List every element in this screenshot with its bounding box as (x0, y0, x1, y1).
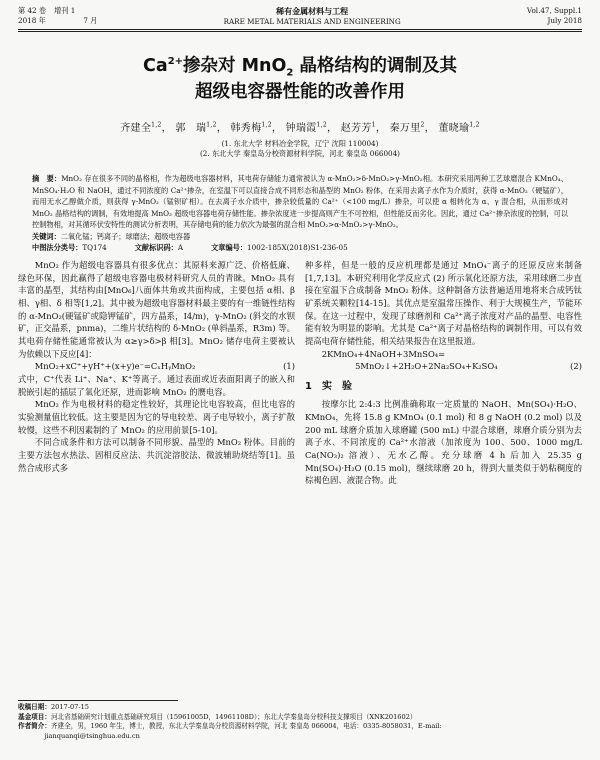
body-column-left (18, 259, 295, 487)
date-en: July 2018 (547, 15, 582, 25)
classification-line (32, 243, 568, 253)
body-columns (18, 259, 582, 487)
month-label: 7 月 (83, 15, 98, 25)
footnote-rule (18, 700, 178, 701)
equation-2-formula: 5MnO₂↓+2H₂O+2Na₂SO₄+K₂SO₄ (355, 361, 498, 372)
author: 钟瑞霞$^{1,2}$ (285, 121, 327, 134)
funding: 基金项目：河北省基础研究计划重点基础研究项目（15961005D，14961108D）；东北大学秦皇岛分校科技支撑项目（XNK201602） (18, 712, 417, 721)
volume-en: Vol.47, Suppl.1 (526, 6, 582, 15)
author: 董晓瑜$^{1,2}$ (438, 121, 480, 134)
header-rule-thin (18, 31, 582, 32)
paragraph: MnO₂ 作为超级电容器具有很多优点：其原料来源广泛、价格低廉、绿色环保，因此赢得了超级电容器电极材料研究人员的青睐。MnO₂ 具有丰富的晶型，其结构由[MnO₆]八面体共角或共面构成，主要包括 α相、β相、γ相、δ 相等[1,2]。其中被为超级电容器材料最主要的有一维链性结构的 α-MnO₂(硬锰矿或隐钾锰矿，四方晶系，I4/m)，γ-MnO₂ (斜交的水钡矿，正交晶系，pnma)，二维片状结构的 δ-MnO₂ (单斜晶系，R3m) 等。其电荷存储性能通常被认为 α≥γ>δ>β 相[3]。MnO₂ 储存电荷主要被认为依赖以下反应[4]： (18, 259, 295, 359)
equation-2-line-2 (305, 360, 582, 373)
journal-title-cn: 稀有金属材料与工程 (276, 6, 349, 16)
journal-title-en: RARE METAL MATERIALS AND ENGINEERING (223, 16, 401, 26)
section-heading-experiment: 1 实 验 (305, 381, 352, 393)
equation-2-line-1: 2KMnO₄+4NaOH+3MnSO₄= (321, 348, 446, 359)
author: 郭 瑞$^{1,2}$ (175, 121, 217, 134)
author-email: jianquanqi@tsinghua.edu.cn (44, 731, 140, 740)
affiliation-2: (2. 东北大学 秦皇岛分校资源材料学院，河北 秦皇岛 066004) (200, 148, 400, 158)
header-right (527, 6, 582, 25)
author: 赵芳芳$^1$ (340, 121, 376, 134)
paper-title (18, 54, 582, 105)
paragraph: 种多样，但是一般的反应机理都是通过 MnO₄⁻离子的还原反应来制备[1,7,13]。本研究利用化学反应式 (2) 所示氧化还原方法，采用球磨二步直接在室温下合成制备 MnO₂ 粉体。这种制备方法普遍适用地将来合成钙钛矿系统关颗粒[14-15]。其优点是室温常压操作、利于大规模生产，节能环保。在这一过程中，发现了球磨剂和 Ca²⁺离子浓度对产品的晶型、电容性能有较为明显的影响。尤其是 Ca²⁺离子对晶格结构的调制作用，可以有效提高电荷存储性能，相关结果报告在这里报道。 (305, 259, 582, 346)
paragraph: 不同合成条件和方法可以制备不同形貌、晶型的 MnO₂ 粉体。目前的主要方法包水热法、固相反应法、共沉淀溶胶法、微波辅助烧结等[1]。虽然合成形式多 (18, 437, 295, 473)
keywords (32, 232, 568, 242)
equation-1-formula: MnO₂+xC⁺+yH⁺+(x+y)e⁻=CₓHᵧMnO₂ (34, 361, 196, 372)
equation-1 (18, 360, 295, 373)
author-bio: 作者简介：齐建全，男，1960 年生，博士，教授，东北大学秦皇岛分校资源材料学院，河北 秦皇岛 066004，电话：0335-8058031，E-mail: (18, 722, 442, 731)
keywords-label: 关键词： (32, 231, 61, 241)
clc-number: 中图法分类号：TQ174 (32, 242, 107, 252)
running-header (18, 6, 582, 27)
affiliation-1: (1. 东北大学 材料冶金学院，辽宁 沈阳 110004) (221, 138, 379, 148)
year-label: 2018 年 (18, 15, 46, 25)
abstract-label: 摘 要： (32, 174, 62, 184)
received-date: 收稿日期：2017-07-15 (18, 703, 89, 711)
affiliations (18, 139, 582, 160)
header-left (18, 6, 97, 25)
issue-label: 增刊 1 (54, 6, 76, 15)
abstract-text: MnO₂ 存在很多不同的晶格相，作为超级电容器材料，其电荷存储能力通常被认为 α-MnO₂>δ-MnO₂>γ-MnO₂相。本研究采用两种工艺球磨混合 KMnO₄、MnSO₄·H₂O 和 NaOH，通过不同浓度的 Ca²⁺掺杂，在室温下可以直接合成不同形态和晶型的 MnO₂ 粉体，在采用去离子水作为介质时，获得 α-MnO₂（硬锰矿），而用无水乙醇做介质，则获得 γ-MnO₂（锰钡矿相）。在去离子水介质中，掺杂较低量的 Ca²⁺（<100 mg/L）掺杂，可以使 α 相转化为 α、γ 混合相，从而形成对 MnO₂ 晶格结构的调制，有效地提高 MnO₂ 超级电容器电荷存储性能。掺杂浓度进一步提高则产生不可控相，但性能反而劣化。因此，通过 Ca²⁺掺杂浓度的控制，可以控制物相，对其循环伏安特性的测试分析表明，其存储电荷的能力依次为最强的混合相 MnO₂>α-MnO₂>γ-MnO₂。 (32, 174, 568, 230)
paragraph: 式中，C⁺代表 Li⁺、Na⁺、K⁺等离子。通过表面或近表面阳离子的嵌入和脱嵌引起的插层了氧化还原，进而影响 MnO₂ 的赝电容。 (18, 374, 295, 397)
author: 韩秀梅$^{1,2}$ (230, 121, 272, 134)
author: 秦万里$^2$ (389, 121, 425, 134)
title-line-1: $Ca^{2+}$掺杂对 MnO$_2$ 晶格结构的调制及其 (143, 55, 457, 79)
equation-1-number: (1) (283, 361, 295, 372)
paragraph: 按摩尔比 2:4:3 比例准确称取一定质量的 NaOH、Mn(SO₄)·H₂O、KMnO₄，先将 15.8 g KMnO₄ (0.1 mol) 和 8 g NaOH (0.2 mol) 以及 200 mL 球磨介质加入球磨罐 (500 mL) 中混合球磨，球磨介质分别为去离子水、不同浓度的 Ca²⁺水溶液（加浓度为 100、500、1000 mg/L Ca(NO₃)₂ 溶液）、无水乙醇。充分球磨 4 h 后加入 25.35 g Mn(SO₄)·H₂O (0.15 mol)，继续球磨 20 h，得到大量类似于奶粘稠度的棕褐色固、液混合物。此 (305, 399, 582, 486)
volume-label: 第 42 卷 (18, 6, 47, 15)
abstract (32, 173, 568, 231)
author: 齐建全$^{1,2}$ (120, 121, 162, 134)
document-code: 文献标识码：A (134, 242, 184, 252)
header-center (224, 6, 401, 27)
keywords-text: 二氧化锰；钙离子；球磨法；超级电容器 (60, 231, 191, 241)
footnote (18, 700, 582, 741)
article-number: 文章编号：1002-185X(2018)S1-236-05 (211, 242, 348, 252)
equation-2-number: (2) (570, 361, 582, 372)
paragraph: MnO₂ 作为电极材料的稳定性较好，其理论比电容较高，但比电容的实验测量值比较低。这主要是因为它的导电较差、离子电导较小，离子扩散较慢，这些不利因素制约了 MnO₂ 的应用前景[5-10]。 (18, 399, 295, 435)
body-column-right (305, 259, 582, 487)
header-rule (18, 29, 582, 30)
author-list: 齐建全$^{1,2}$， 郭 瑞$^{1,2}$， 韩秀梅$^{1,2}$， 钟瑞霞$^{1,2}$， 赵芳芳$^1$， 秦万里$^2$， 董晓瑜$^{1,2}$ (120, 121, 480, 134)
title-line-2: 超级电容器性能的改善作用 (195, 82, 405, 103)
